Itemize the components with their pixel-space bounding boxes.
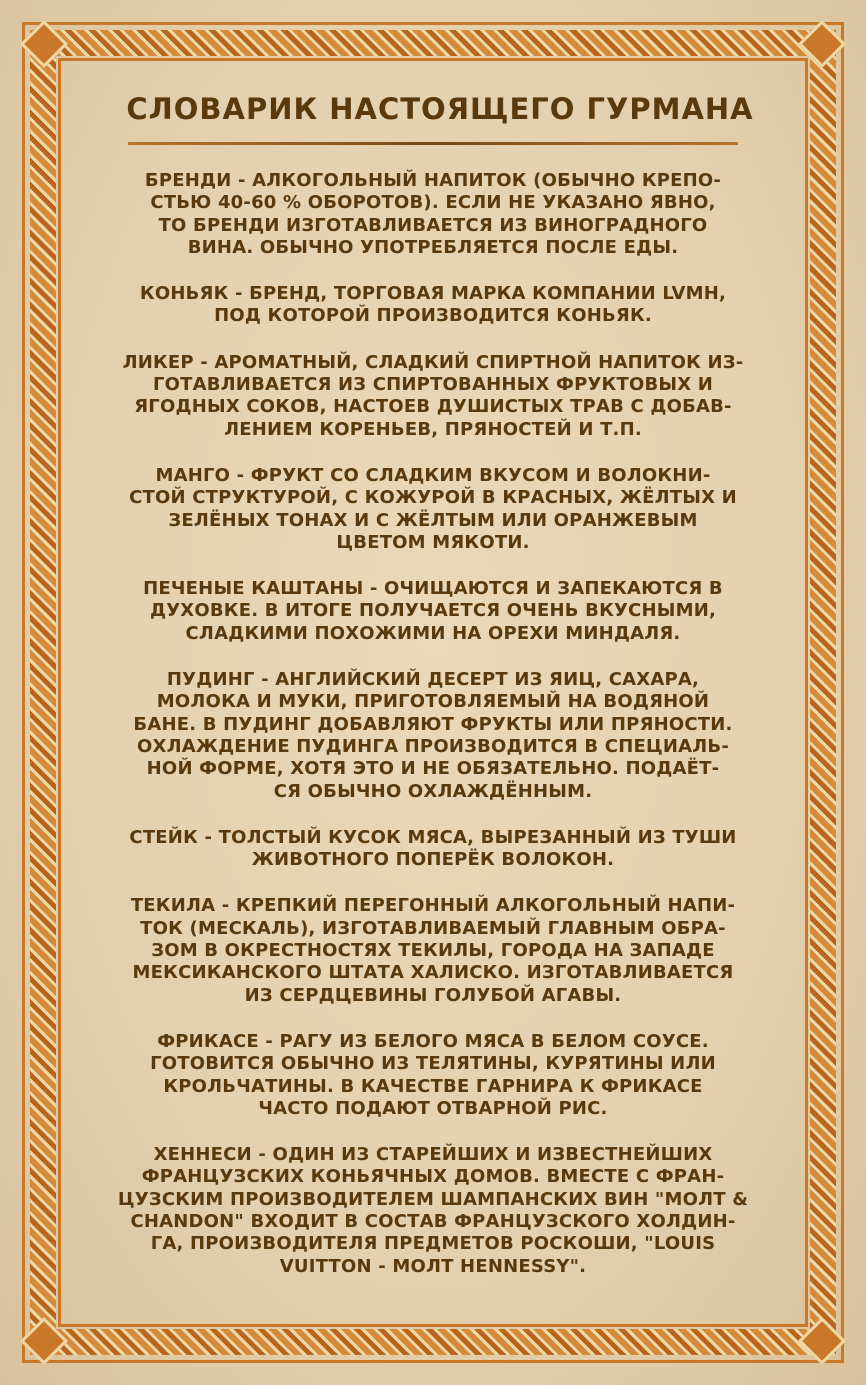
glossary-entry-tequila: ТЕКИЛА - КРЕПКИЙ ПЕРЕГОННЫЙ АЛКОГОЛЬНЫЙ НАПИ- ТОК (МЕСКАЛЬ), ИЗГОТАВЛИВАЕМЫЙ ГЛАВНЫМ ОБРА- ЗОМ В ОКРЕСТНОСТЯХ ТЕКИЛЫ, ГОРОДА НА ЗАПАДЕ МЕКСИКАНСКОГО ШТАТА ХАЛИСКО. ИЗГОТАВЛИВАЕТСЯ ИЗ СЕРДЦЕВИНЫ ГОЛУБОЙ АГАВЫ. <box>130 895 736 1006</box>
glossary-entry-steak: СТЕЙК - ТОЛСТЫЙ КУСОК МЯСА, ВЫРЕЗАННЫЙ ИЗ ТУШИ ЖИВОТНОГО ПОПЕРЁК ВОЛОКОН. <box>129 826 737 871</box>
glossary-entry-cognac: КОНЬЯК - БРЕНД, ТОРГОВАЯ МАРКА КОМПАНИИ LVMH, ПОД КОТОРОЙ ПРОИЗВОДИТСЯ КОНЬЯК. <box>139 283 727 327</box>
glossary-entry-pudding: ПУДИНГ - АНГЛИЙСКИЙ ДЕСЕРТ ИЗ ЯИЦ, САХАРА, МОЛОКА И МУКИ, ПРИГОТОВЛЯЕМЫЙ НА ВОДЯНОЙ БАНЕ. В ПУДИНГ ДОБАВЛЯЮТ ФРУКТЫ ИЛИ ПРЯНОСТИ. ОХЛАЖДЕНИЕ ПУДИНГА ПРОИЗВОДИТСЯ В СПЕЦИАЛЬ- НОЙ ФОРМЕ, ХОТЯ ЭТО И НЕ ОБЯЗАТЕЛЬНО. ПОДАЁТ- СЯ ОБЫЧНО ОХЛАЖДЁННЫМ. <box>133 669 733 802</box>
glossary-entry-liqueur: ЛИКЕР - АРОМАТНЫЙ, СЛАДКИЙ СПИРТНОЙ НАПИТОК ИЗ- ГОТАВЛИВАЕТСЯ ИЗ СПИРТОВАННЫХ ФРУКТОВЫХ И ЯГОДНЫХ СОКОВ, НАСТОЕВ ДУШИСТЫХ ТРАВ С ДОБАВ- ЛЕНИЕМ КОРЕНЬЕВ, ПРЯНОСТЕЙ И Т.П. <box>122 351 744 440</box>
glossary-entry-hennessy: ХЕННЕСИ - ОДИН ИЗ СТАРЕЙШИХ И ИЗВЕСТНЕЙШИХ ФРАНЦУЗСКИХ КОНЬЯЧНЫХ ДОМОВ. ВМЕСТЕ С ФРАН- ЦУЗСКИМ ПРОИЗВОДИТЕЛЕМ ШАМПАНСКИХ ВИН "MOЛT & CHANDON" ВХОДИТ В СОСТАВ ФРАНЦУЗСКОГО ХОЛДИН- ГА, ПРОИЗВОДИТЕЛЯ ПРЕДМЕТОВ РОСКОШИ, "LOUIS VUITTON - MOЛT HENNESSY". <box>117 1144 749 1277</box>
page-title: СЛОВАРИК НАСТОЯЩЕГО ГУРМАНА <box>126 92 754 126</box>
glossary-entry-brandy: БРЕНДИ - АЛКОГОЛЬНЫЙ НАПИТОК (ОБЫЧНО КРЕПО- СТЬЮ 40-60 % ОБОРОТОВ). ЕСЛИ НЕ УКАЗАНО ЯВНО, ТО БРЕНДИ ИЗГОТАВЛИВАЕТСЯ ИЗ ВИНОГРАДНОГО ВИНА. ОБЫЧНО УПОТРЕБЛЯЕТСЯ ПОСЛЕ ЕДЫ. <box>144 170 722 258</box>
glossary-list <box>86 170 780 1302</box>
glossary-entry-fricassee: ФРИКАСЕ - РАГУ ИЗ БЕЛОГО МЯСА В БЕЛОМ СОУСЕ. ГОТОВИТСЯ ОБЫЧНО ИЗ ТЕЛЯТИНЫ, КУРЯТИНЫ ИЛИ КРОЛЬЧАТИНЫ. В КАЧЕСТВЕ ГАРНИРА К ФРИКАСЕ ЧАСТО ПОДАЮТ ОТВАРНОЙ РИС. <box>150 1030 716 1119</box>
glossary-entry-chestnuts: ПЕЧЕНЫЕ КАШТАНЫ - ОЧИЩАЮТСЯ И ЗАПЕКАЮТСЯ В ДУХОВКЕ. В ИТОГЕ ПОЛУЧАЕТСЯ ОЧЕНЬ ВКУСНЫМИ, СЛАДКИМИ ПОХОЖИМИ НА ОРЕХИ МИНДАЛЯ. <box>143 578 723 644</box>
title-underline <box>128 142 738 145</box>
glossary-entry-mango: МАНГО - ФРУКТ СО СЛАДКИМ ВКУСОМ И ВОЛОКНИ- СТОЙ СТРУКТУРОЙ, С КОЖУРОЙ В КРАСНЫХ, ЖЁЛТЫХ И ЗЕЛЁНЫХ ТОНАХ И С ЖЁЛТЫМ ИЛИ ОРАНЖЕВЫМ ЦВЕТОМ МЯКОТИ. <box>129 464 737 553</box>
